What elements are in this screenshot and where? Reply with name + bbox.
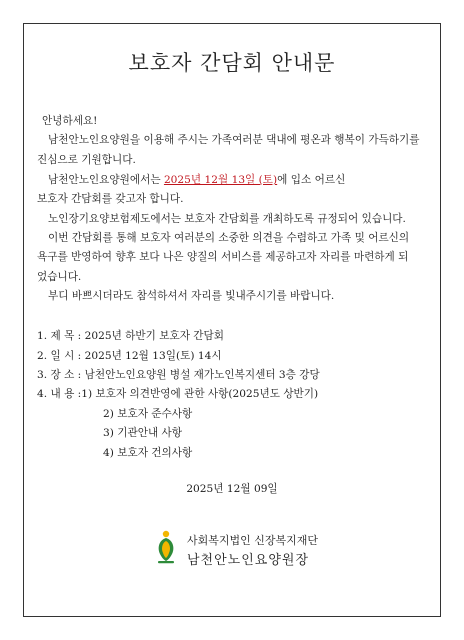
detail-item-location: 3. 장 소 : 남천안노인요양원 병설 재가노인복지센터 3층 강당 bbox=[37, 369, 320, 381]
detail-sub-item-4: 4) 보호자 건의사항 bbox=[103, 447, 193, 459]
detail-item-title: 1. 제 목 : 2025년 하반기 보호자 간담회 bbox=[37, 330, 225, 342]
detail-item-content: 4. 내 용 :1) 보호자 의견반영에 관한 사항(2025년도 상반기) bbox=[37, 388, 319, 400]
greeting: 안녕하세요! bbox=[42, 115, 98, 127]
issue-date: 2025년 12월 09일 bbox=[186, 483, 278, 495]
detail-item-datetime: 2. 일 시 : 2025년 12월 13일(토) 14시 bbox=[37, 350, 222, 362]
paragraph-4-line-1: 이번 간담회를 통해 보호자 여러분의 소중한 의견을 수렴하고 가족 및 어르신의 bbox=[48, 232, 410, 244]
event-date-highlight: 2025년 12월 13일 (토) bbox=[163, 174, 278, 186]
facility-director-name: 남천안노인요양원장 bbox=[187, 553, 310, 568]
parent-foundation-name: 사회복지법인 신장복지재단 bbox=[187, 534, 319, 547]
paragraph-3-line-1: 노인장기요양보험제도에서는 보호자 간담회를 개최하도록 규정되어 있습니다. bbox=[48, 213, 406, 225]
paragraph-1-line-2: 진심으로 기원합니다. bbox=[37, 154, 136, 166]
detail-sub-item-2: 2) 보호자 준수사항 bbox=[103, 408, 193, 420]
paragraph-5-line-1: 부디 바쁘시더라도 참석하셔서 자리를 빛내주시기를 바랍니다. bbox=[48, 290, 335, 302]
page-title: 보호자 간담회 안내문 bbox=[128, 51, 336, 75]
paragraph-2-text-pre: 남천안노인요양원에서는 bbox=[48, 174, 164, 186]
detail-sub-item-3: 3) 기관안내 사항 bbox=[103, 427, 183, 439]
paragraph-4-line-2: 욕구를 반영하여 향후 보다 나은 양질의 서비스를 제공하고자 자리를 마련하게 되 bbox=[37, 251, 409, 263]
paragraph-4-line-3: 었습니다. bbox=[37, 271, 82, 283]
paragraph-2-line-2: 보호자 간담회를 갖고자 합니다. bbox=[37, 193, 184, 205]
organization-logo-icon bbox=[155, 530, 177, 564]
document-frame bbox=[23, 23, 441, 617]
paragraph-2-text-post: 에 입소 어르신 bbox=[277, 174, 346, 186]
paragraph-2-line-1 bbox=[48, 173, 345, 187]
paragraph-1-line-1: 남천안노인요양원을 이용해 주시는 가족여러분 댁내에 평온과 행복이 가득하기를 bbox=[48, 134, 420, 146]
